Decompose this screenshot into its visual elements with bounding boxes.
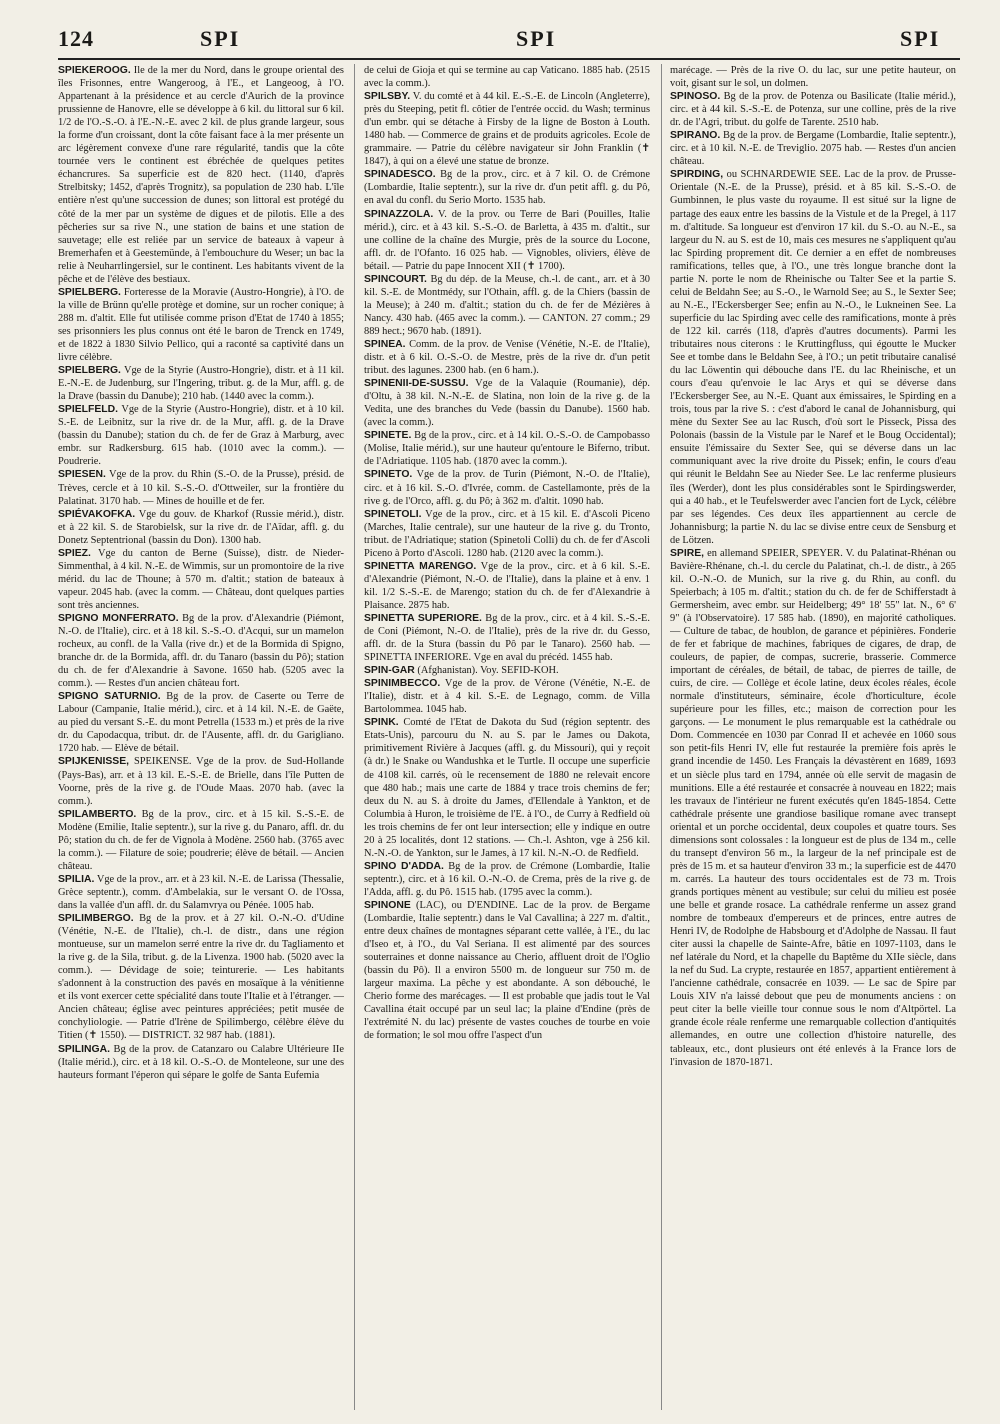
header-rule [58, 58, 960, 60]
dictionary-entry [58, 547, 344, 612]
dictionary-entry [364, 377, 650, 429]
entry-text: Vge de la prov., arr. et à 23 kil. N.-E. de Larissa (Thessalie, Grèce septentr.), comm. d'Ambelakia, sur le versant O. de l'Ossa, dans la vallée d'un affl. dr. du Salamvrya ou Pénée. 1005 hab. [58, 873, 344, 911]
entry-headword: SPIEZ. [58, 547, 91, 559]
dictionary-entry [364, 90, 650, 168]
entry-headword: SPILSBY. [364, 91, 411, 103]
entry-headword: SPINETTA SUPERIORE. [364, 612, 482, 624]
entry-text: Vge de la prov., circ. et à 15 kil. E. d'Ascoli Piceno (Marches, Italie centrale), sur une hauteur de la rive g. du Tronto, tribut. de l'Adriatique; station (Spinetoli Colli) du ch. de fer d'Ascoli Piceno à Porto d'Ascoli. 1280 hab. (2120 avec la comm.). [364, 508, 650, 559]
running-head-left: SPI [200, 26, 241, 51]
entry-text: ou SCHNARDEWIE SEE. Lac de la prov. de Prusse-Orientale (N.-E. de la Prusse), présid. et à 85 kil. S.-S.-O. de Gumbinnen, le plus vaste du royaume. Il est situé sur la ligne de partage des eaux entre les bassins de la Vistule et de la Pregel, à 117 m. d'altitude. Sa longueur est d'environ 17 kil. du S.-O. au N.-E., sa largeur du N. au S. est de 10, mais ces mesures ne s'appliquent qu'au lac Spirding proprement dit. Ce dernier a en effet de nombreuses ramifications, telles que, à l'O., une très longue branche dont la partie N. porte le nom de Rheinische ou Talter See et la partie S. celui de Beldahn See; au S.-O., le Warnold See; au S., le Sexter See; au N.-E., l'Eckersberger See; enfin au N.-O., le Lukneinen See. La superficie du lac Spirding avec celle des ramifications, monte à près de 122 kil. carrés (118, d'après d'autres documents). Parmi les tributaires nous citerons : le Kruttingfluss, qui égoutte le Mucker See et tombe dans le Beldahn See, à l'O.; un petit tributaire canalisé du lac Löwentin qui débouche dans l'E. du lac Rheinische, et un cours d'eau qu'envoie le lac Arys et qui se déverse dans l'Eckersberger See, au N.-E. Quant aux émissaires, le Spirding en a trois, tous par la rive S. : c'est d'abord le canal de Johannisburg, qui mène du Sexter See au lac Rusch, d'où sort le Pisseck, Pissa des Polonais (bassin de la Vistule par le Naref et le Boug Occidental); ensuite l'émissaire du Sexter See, qui se déverse dans un lac communiquant avec la rive droite du Pissek; enfin, le cours d'eau qui réunit le Beldahn See au Nieder See. Le lac renferme plusieurs îles (Werder), dont les plus considérables sont le Spirdingswerder, qui a 40 hab., et le Teufelswerder avec l'ancien fort de Lyck, célèbre par ses légendes. Ces deux îles appartiennent au cercle de Johannisburg; la partie N. du lac se divise entre ceux de Sensburg et de Lötzen. [670, 169, 956, 546]
entry-text: Forteresse de la Moravie (Austro-Hongrie), à l'O. de la ville de Brünn qu'elle protège et domine, sur un rocher conique; à 288 m. d'altit. Elle fut utilisée comme prison d'Etat de 1740 à 1855; ses prisonniers les plus connus ont été le baron de Trenck en 1749, et de 1822 à 1830 Silvio Pellico, qui a raconté sa captivité dans un livre célèbre. [58, 286, 344, 364]
entry-headword: SPILINGA. [58, 1043, 110, 1055]
entry-headword: SPIRANO. [670, 130, 721, 142]
dictionary-entry [364, 429, 650, 468]
dictionary-entry [364, 468, 650, 507]
entry-headword: SPINADESCO. [364, 169, 436, 181]
entry-headword: SPINIMBECCO. [364, 678, 441, 690]
dictionary-entry [364, 899, 650, 1043]
dictionary-entry [364, 560, 650, 612]
dictionary-entry [58, 873, 344, 912]
entry-headword: SPIEKEROOG. [58, 65, 131, 76]
dictionary-entry [58, 612, 344, 690]
entry-text: marécage. — Près de la rive O. du lac, sur une petite hauteur, on voit, gisant sur le sol, un dolmen. [670, 65, 956, 90]
dictionary-entry [364, 508, 650, 560]
entry-headword: SPINETTA MARENGO. [364, 560, 477, 572]
dictionary-entry [364, 208, 650, 273]
entry-headword: SPINOSO. [670, 91, 721, 103]
dictionary-entry [364, 716, 650, 860]
running-head-center: SPI [516, 26, 557, 51]
entry-headword: SPIESEN. [58, 469, 106, 481]
dictionary-entry [58, 364, 344, 403]
page-number: 124 [58, 26, 94, 51]
dictionary-entry [58, 403, 344, 468]
dictionary-entry [670, 547, 956, 1069]
entry-text: Bg de la prov., circ. et à 15 kil. S.-S.-E. de Modène (Emilie, Italie septentr.), sur la rive g. du Panaro, affl. dr. du Pô; station du ch. de fer de Vignola à Modène. 2560 hab. (3765 avec la comm.). — Filature de soie; poudrerie; élève de bétail. — Ancien château. [58, 808, 344, 872]
column-right [670, 64, 956, 1410]
dictionary-entry [670, 64, 956, 90]
entry-headword: SPIELBERG. [58, 286, 121, 298]
entry-headword: SPILAMBERTO. [58, 808, 137, 820]
dictionary-entry [364, 273, 650, 338]
entry-text: Bg de la prov., circ. et à 14 kil. O.-S.-O. de Campobasso (Molise, Italie mérid.), sur une hauteur qu'entoure le Biferno, tribut. de l'Adriatique. 1105 hab. (1870 avec la comm.). [364, 430, 650, 468]
dictionary-entry [58, 808, 344, 873]
entry-headword: SPINONE [364, 900, 411, 911]
entry-headword: SPINAZZOLA. [364, 208, 434, 220]
entry-text: Bg de la prov. de Crémone (Lombardie, Italie septentr.), circ. et à 16 kil. O.-N.-O. de Crema, près de la rive g. de l'Adda, affl. g. du Pô. 1515 hab. (1795 avec la comm.). [364, 860, 650, 898]
dictionary-entry [670, 90, 956, 129]
entry-text: SPEIKENSE. Vge de la prov. de Sud-Hollande (Pays-Bas), arr. et à 13 kil. E.-S.-E. de Brielle, dans l'île Putten de Voorne, près de la rive g. de l'Oude Maas. 2070 hab. (avec la comm.). [58, 756, 344, 807]
dictionary-entry [58, 690, 344, 755]
entry-headword: SPINETO. [364, 469, 413, 481]
entry-text: Vge de la Styrie (Austro-Hongrie), distr. et à 11 kil. E.-N.-E. de Judenburg, sur l'Ingering, tribut. g. de la Mur, affl. g. de la Drave (bassin du Danube); 210 hab. (1440 avec la comm.). [58, 365, 344, 403]
entry-headword: SPINCOURT. [364, 273, 427, 285]
entry-text: Bg de la prov. de Caserte ou Terre de Labour (Campanie, Italie mérid.), circ. et à 14 kil. N.-E. de Gaëte, au pied du versant S.-E. du mont Petrella (1533 m.) et près de la rive dr. du Capodacqua, tribut. dr. de l'Ausente, affl. dr. du Garigliano. 1720 hab. — Elève de bétail. [58, 691, 344, 755]
dictionary-entry [58, 286, 344, 364]
dictionary-entry [670, 129, 956, 168]
dictionary-entry [58, 64, 344, 286]
entry-headword: SPIJKENISSE, [58, 756, 130, 768]
entry-headword: SPINO D'ADDA. [364, 860, 444, 872]
dictionary-entry [58, 508, 344, 547]
entry-text: Bg de la prov. et à 27 kil. O.-N.-O. d'Udine (Vénétie, N.-E. de l'Italie), ch.-l. de distr., dans une région montueuse, sur un mamelon serré entre la rive dr. du Tagliamento et la rive g. de la Sila, tribut. g. de la Livenza. 1900 hab. (5020 avec la comm.). — Dévidage de soie; teinturerie. — Les habitants s'adonnent à la construction des pavés en mosaïque à la vénitienne et ils vont exercer cette spécialité dans toute l'Italie et à l'étranger. — Ancien château; église avec peintures appréciées; petit musée de conchyliologie. — Patrie d'Irène de Spilimbergo, célèbre élève du Titien (✝ 1550). — DISTRICT. 32 987 hab. (1881). [58, 913, 344, 1042]
entry-headword: SPINENII-DE-SUSSU. [364, 378, 469, 390]
entry-headword: SPINK. [364, 717, 399, 729]
column-left [58, 64, 344, 1410]
entry-text: V. de la prov. ou Terre de Bari (Pouilles, Italie mérid.), circ. et à 43 kil. S.-S.-O. de Barletta, à 435 m. d'altit., sur une colline de la chaîne des Murgie, près de la source du Locone, affl. dr. de l'Ofanto. 16 025 hab. — Vignobles, oliviers, élève de bétail. — Patrie du pape Innocent XII (✝ 1700). [364, 208, 650, 272]
entry-text: (LAC), ou D'ENDINE. Lac de la prov. de Bergame (Lombardie, Italie septentr.) dans le Val Cavallina; à 227 m. d'altit., entre deux chaînes de montagnes séparant cette vallée, à l'E., du lac d'Iseo et, à l'O., du Val Seriana. Il est alimenté par des sources souterraines et donne naissance au Cherio, affluent droit de l'Oglio (bassin du Pô). Il a environ 5500 m. de longueur sur 750 m. de largeur maxima. La pêche y est abondante. A son débouché, le Cherio forme des marécages. — Il est probable que jadis tout le Val Cavallina était occupé par un seul lac; la plaine d'Endine (près de l'extrémité N. du lac) présente de vastes couches de tourbe en voie de formation; le sol mou offre l'aspect d'un [364, 900, 650, 1042]
entry-text: Vge de la prov. du Rhin (S.-O. de la Prusse), présid. de Trèves, cercle et à 10 kil. S.-S.-O. d'Ottweiler, sur la frontière du Palatinat. 3170 hab. — Mines de houille et de fer. [58, 469, 344, 507]
entry-headword: SPIELFELD. [58, 404, 119, 416]
entry-text: Bg de la prov., circ. et à 4 kil. S.-S.-E. de Coni (Piémont, N.-O. de l'Italie), près de la rive dr. du Gesso, affl. dr. de la Stura (bassin du Pô par le Tanaro). 2560 hab. — SPINETTA INFERIORE. Vge en aval du précéd. 1455 hab. [364, 612, 650, 664]
entry-headword: SPIRE, [670, 547, 705, 559]
entry-headword: SPILIA. [58, 873, 95, 885]
dictionary-entry [364, 64, 650, 90]
entry-text: Comté de l'Etat de Dakota du Sud (région septentr. des Etats-Unis), parcouru du N. au S. par le James ou Dakota, primitivement Rivière à Jacques (affl. g. du Missouri), qui y reçoit (à dr.) le Snake ou Wandushka et le Turtle. Il occupe une superficie de 4108 kil. carrés, où le recensement de 1880 ne relevait encore que 480 hab.; mais une carte de 1884 y trace trois chemins de fer; deux du N. au S. à droite du James, d'Ellendale à Yankton, et de Columbia à Huron, le troisième de l'E. à l'O., de Curry à Redfield où les trois chemins de fer ont leur intersection; elle y indique en outre 20 à 25 localités, dont 12 stations. — Ch.-l. Ashton, vge à 256 kil. N.-N.-O. de Yankton, sur le James, à 17 kil. N.-N.-O. de Redfield. [364, 717, 650, 859]
entry-headword: SPIRDING, [670, 169, 724, 181]
entry-text: Vge du canton de Berne (Suisse), distr. de Nieder-Simmenthal, à 4 kil. N.-E. de Wimmis, sur un promontoire de la rive mérid. du lac de Thoune; à 570 m. d'altit.; station de bateaux à vapeur. 2045 hab. (avec la comm. — Château, dont quelques parties sont très anciennes. [58, 547, 344, 611]
entry-text: Vge de la Styrie (Austro-Hongrie), distr. et à 10 kil. S.-E. de Leibnitz, sur la rive dr. de la Mur, affl. g. de la Drave (bassin du Danube); station du ch. de fer de Graz à Marburg, avec embr. sur Radkersburg. 615 hab. (1010 avec la comm.). — Poudrerie. [58, 404, 344, 468]
dictionary-entry [58, 912, 344, 1042]
entry-text: Vge du gouv. de Kharkof (Russie mérid.), distr. et à 22 kil. S. de Starobielsk, sur la rive dr. de l'Aïdar, affl. g. du Donetz Septentrional (bassin du Don). 1300 hab. [58, 508, 344, 546]
text-columns [58, 64, 960, 1410]
dictionary-entry [364, 677, 650, 716]
entry-text: Bg de la prov. de Catanzaro ou Calabre Ultérieure IIe (Italie mérid.), circ. et à 18 kil. O.-S.-O. de Monteleone, sur une des hauteurs formant l'éperon qui sépare le golfe de Santa Eufemia [58, 1043, 344, 1081]
dictionary-entry [364, 612, 650, 664]
entry-text: Bg de la prov. de Potenza ou Basilicate (Italie mérid.), circ. et à 44 kil. S.-S.-E. de Potenza, sur une colline, près de la rive dr. de l'Agri, tribut. du golfe de Tarente. 2510 hab. [670, 91, 956, 129]
page-header [58, 26, 960, 56]
dictionary-entry [364, 860, 650, 899]
dictionary-entry [364, 338, 650, 377]
entry-text: Bg du dép. de la Meuse, ch.-l. de cant., arr. et à 30 kil. S.-E. de Montmédy, sur l'Othain, affl. g. de la Chiers (bassin de la Meuse); à 240 m. d'altit.; station du ch. de fer de Mézières à Nancy. 430 hab. (465 avec la comm.). — CANTON. 27 comm.; 29 889 hect.; 9670 hab. (1891). [364, 273, 650, 337]
entry-text: Vge de la prov. de Turin (Piémont, N.-O. de l'Italie), circ. et à 16 kil. S.-O. d'Ivrée, comm. de Castellamonte, près de la rive g. de l'Orco, affl. g. du Pô; à 362 m. d'altit. 1090 hab. [364, 469, 650, 507]
dictionary-entry [670, 168, 956, 546]
entry-headword: SPIELBERG. [58, 365, 121, 377]
dictionary-entry [58, 755, 344, 807]
entry-text: V. du comté et à 44 kil. E.-S.-E. de Lincoln (Angleterre), près du Steeping, petit fl. côtier de l'entrée occid. du Wash; terminus d'un embr. qui se détache à Firsby de la ligne de Boston à Louth. 1480 hab. — Commerce de grains et de produits agricoles. Ecole de grammaire. — Patrie du célèbre navigateur sir John Franklin (✝ 1847), à qui on a élevé une statue de bronze. [364, 91, 650, 168]
entry-text: Bg de la prov. d'Alexandrie (Piémont, N.-O. de l'Italie), circ. et à 18 kil. S.-S.-O. d'Acqui, sur un mamelon rocheux, au confl. de la Valla (rive dr.) et de la Bormida di Spigno, branche dr. de la Bormida, affl. dr. du Tanaro (bassin du Pô); station du ch. de fer d'Alexandrie à Savone. 1650 hab. (5205 avec la comm.). — Restes d'un ancien château fort. [58, 612, 344, 690]
entry-text: Vge de la prov., circ. et à 6 kil. S.-E. d'Alexandrie (Piémont, N.-O. de l'Italie), dans la plaine et à env. 1 kil. 1/2 S.-S.-E. de Marengo; station du ch. de fer d'Alexandrie à Plaisance. 2875 hab. [364, 560, 650, 611]
entry-headword: SPILIMBERGO. [58, 913, 134, 925]
entry-headword: SPINETE. [364, 430, 412, 442]
entry-text: Vge de la prov. de Vérone (Vénétie, N.-E. de l'Italie), distr. et à 4 kil. S.-E. de Legnago, comm. de Villa Bartolommea. 1045 hab. [364, 678, 650, 716]
entry-text: Vge de la Valaquie (Roumanie), dép. d'Oltu, à 38 kil. N.-N.-E. de Slatina, non loin de la rive g. de la Vedita, une des branches du Vede (bassin du Danube). 1560 hab. (avec la comm.). [364, 378, 650, 429]
entry-text: Bg de la prov. de Bergame (Lombardie, Italie septentr.), circ. et à 10 kil. N.-E. de Treviglio. 2075 hab. — Restes d'un ancien château. [670, 130, 956, 168]
entry-text: (Afghanistan). Voy. SEFID-KOH. [417, 665, 559, 677]
entry-headword: SPIÉVAKOFKA. [58, 508, 136, 520]
dictionary-entry [58, 1043, 344, 1082]
column-middle [364, 64, 650, 1410]
dictionary-entry [364, 168, 650, 207]
entry-text: en allemand SPEIER, SPEYER. V. du Palatinat-Rhénan ou Bavière-Rhénane, ch.-l. du cercle du Palatinat, ch.-l. de distr., à 265 kil. O.-N.-O. de Munich, sur la rive g. du Rhin, au confl. du Speierbach; à 105 m. d'altit.; station du ch. de fer de Schifferstadt à Germersheim, avec embr. sur Heidelberg; 49° 18' 55" lat. N., 6° 6' 9" (à l'Observatoire). 17 585 hab. (1890), en majorité catholiques. — Culture de tabac, de houblon, de garance et pépinières. Fonderie de fer et fabrique de machines, fabriques de cigares, de drap, de couleurs, de papier, de compas, sucrerie, brasserie. Commerce important de céréales, de bétail, de tabac, de pierres de taille, de cuirs, de cire. — Collège et école latine, deux écoles réales, école normale d'instituteurs, séminaire, école d'horticulture, école supérieure pour les filles, etc.; maison de correction pour les garçons. — Le monument le plus remarquable est la cathédrale ou Dom. Commencée en 1030 par Conrad II et achevée en 1060 sous son petit-fils Henri IV, elle fut restaurée la première fois après le grand incendie de 1450. Les Français la dévastèrent en 1689, 1693 et un siècle plus tard en 1794, année où elle servit de magasin de munitions. Elle a été restaurée et consacrée à nouveau en 1822; mais les travaux de l'intérieur ne furent exécutés qu'en 1845-1854. Cette cathédrale présente une grandiose basilique romane avec transept oriental et un porche occidental, deux coupoles et quatre tours. Ses dimensions sont colossales : la longueur est de plus de 134 m., celle du transept d'environ 56 m., la largeur de la nef principale est de près de 15 m. et sa hauteur d'environ 33 m.; la superficie est de 4470 m. carrés. La hauteur des tours occidentales est de 73 m. Trois grands portiques mènent au vestibule; sur celui du milieu est posée une belle et grande rosace. La cathédrale renferme un assez grand nombre de tombeaux d'empereurs et de princes, entre autres de Henri IV, de Rodolphe de Habsbourg et d'Adolphe de Nassau. Il faut citer aussi la chapelle de Sainte-Afre, bâtie en 1097-1103, dans le nef latérale du Nord, et la chapelle du Baptême du XIIe siècle, dans la nef du Sud. La crypte, restaurée en 1857, appartient entièrement à l'ancienne cathédrale, consacrée en 1039. — Le sac de Spire par Louis XIV n'a laissé debout que peu de monuments anciens : on peut citer la belle vieille tour connue sous le nom d'Altpörtel. La grande école réale renferme une remarquable collection d'antiquités allemandes, en outre une collection d'histoire naturelle, des tableaux, etc., dont plusieurs ont été enlevés à la France lors de l'invasion de 1870-1871. [670, 547, 956, 1068]
entry-text: Comm. de la prov. de Venise (Vénétie, N.-E. de l'Italie), distr. et à 6 kil. O.-S.-O. de Mestre, près de la rive dr. d'un petit tribut. des lagunes. 2300 hab. (en 6 ham.). [364, 338, 650, 377]
entry-headword: SPIN-GAR [364, 665, 415, 677]
entry-text: Bg de la prov., circ. et à 7 kil. O. de Crémone (Lombardie, Italie septentr.), sur la rive dr. d'un petit affl. g. du Pô, en aval du confl. du Serio Morto. 1535 hab. [364, 169, 650, 207]
dictionary-entry [364, 664, 650, 677]
entry-text: Ile de la mer du Nord, dans le groupe oriental des îles Frisonnes, entre Wangeroog, à l'E., et Langeoog, à l'O. Appartenant à la présidence et au cercle d'Aurich de la province prussienne de Hanovre, elle se développe à 6 kil. du littoral sur 6 kil. 1/2 de l'O.-S.-O. à l'E.-N.-E. avec 2 kil. de plus grande largeur, sous la forme d'un croissant, dont la côte faisant face à la mer présente un arc légèrement convexe d'une rare régularité, tandis que la côte tournée vers le continent est ébréchée de quelques petites échancrures. Sa superficie est de 820 hect. (1140, d'après Strelbitsky; 1452, d'après Trognitz), sa population de 230 hab. L'île entière n'est qu'une succession de dunes; son littoral est protégé du côté de la mer par un système de digues et de pilotis. Elle a des pêcheries sur sa rive N., une station de bains et une station de sauvetage; elle est reliée par un service de bateaux à vapeur à Bremerhafen et à Geestemünde, à l'embouchure du Weser; un bac la relie à Neuharrlingersiel, sur le continent. Les habitants vivent de la pêche et de l'élève des bestiaux. [58, 65, 344, 285]
entry-headword: SPIGNO MONFERRATO. [58, 612, 179, 624]
running-head-right: SPI [900, 26, 941, 51]
entry-text: de celui de Gioja et qui se termine au cap Vaticano. 1885 hab. (2515 avec la comm.). [364, 65, 650, 90]
entry-headword: SPINETOLI. [364, 508, 422, 520]
entry-headword: SPIGNO SATURNIO. [58, 691, 161, 703]
entry-headword: SPINEA. [364, 338, 406, 350]
dictionary-entry [58, 468, 344, 507]
